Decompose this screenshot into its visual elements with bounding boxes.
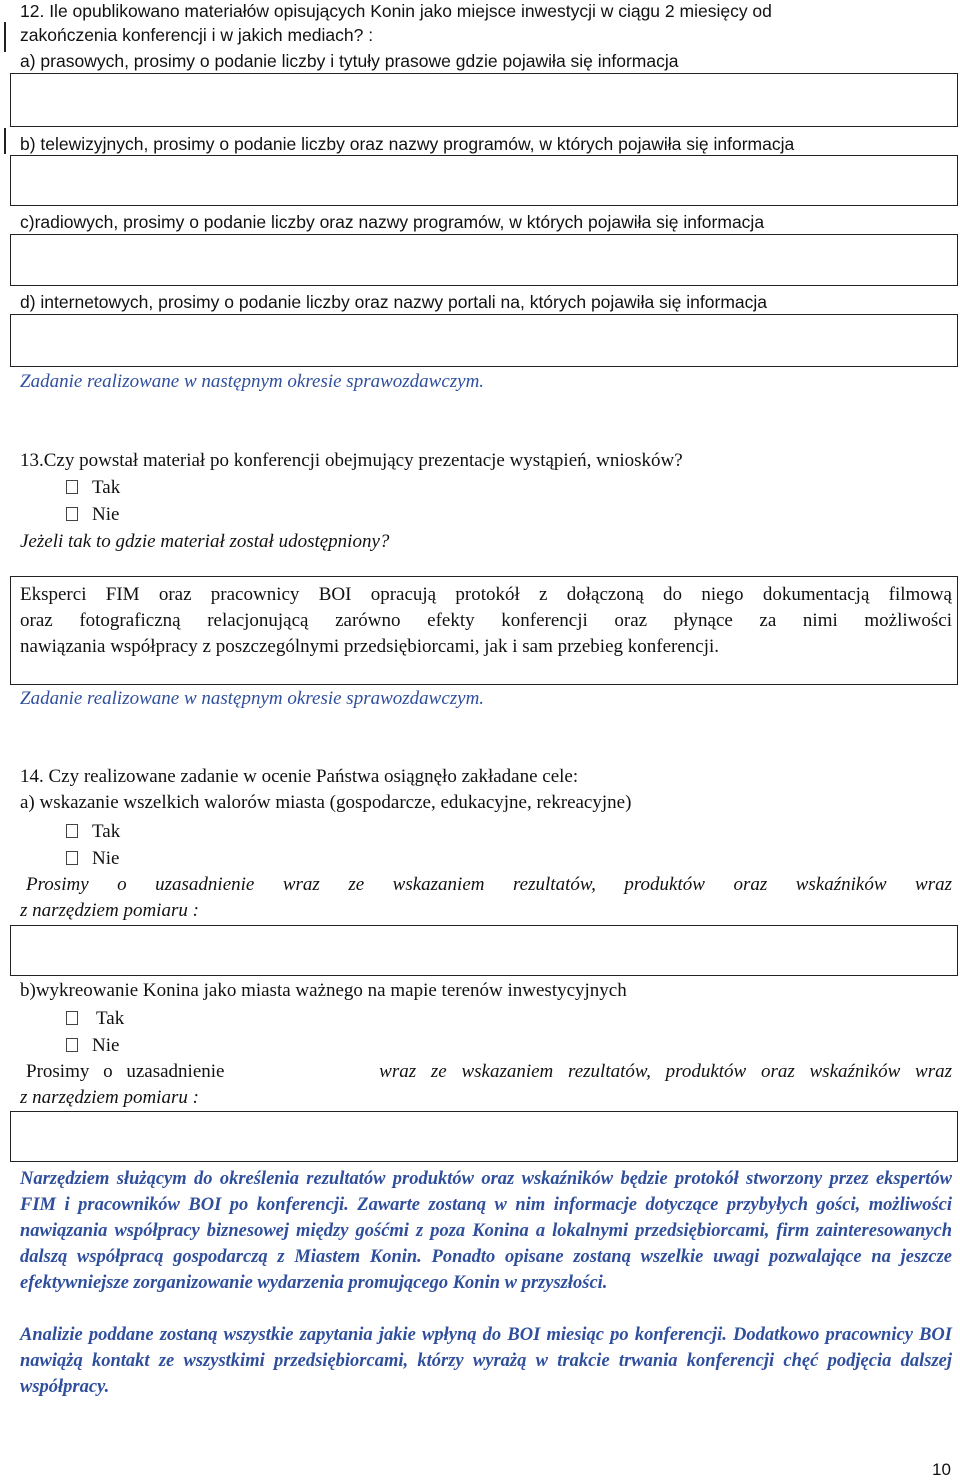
- q13-option-no[interactable]: [66, 504, 119, 526]
- q12-b-answer-box[interactable]: [10, 155, 958, 206]
- q14-a-answer-box[interactable]: [10, 925, 958, 976]
- q14-b-no-label: Nie: [92, 1035, 120, 1056]
- q12-a-label: a) prasowych, prosimy o podanie liczby i tytuły prasowe gdzie pojawiła się informacja: [20, 51, 679, 71]
- q14-b-yes-label: Tak: [96, 1008, 125, 1029]
- q14-answer-para1: Narzędziem służącym do określenia rezultatów produktów oraz wskaźników będzie protokół stworzony przez ekspertów FIM i pracowników BOI po konferencji. Zawarte zostaną w nim informacje dotyczące przybyłych gości, możliwości nawiązania współpracy biznesowej między gośćmi z poza Konina a lokalnymi przedsiębiorcami, firm zainteresowanych dalszą współpracą gospodarczą z Miastem Konin. Ponadto opisane zostaną wszelkie uwagi pozwalające na jeszcze efektywniejsze zorganizowanie wydarzenia promującego Konin w przyszłości.: [20, 1169, 952, 1293]
- q14-a-title: a) wskazanie wszelkich walorów miasta (gospodarcze, edukacyjne, rekreacyjne): [20, 792, 632, 813]
- left-border: [4, 128, 6, 154]
- left-border: [4, 22, 6, 52]
- q13-option-yes[interactable]: [66, 477, 120, 499]
- checkbox-icon[interactable]: [66, 1011, 78, 1025]
- q14-b-option-no[interactable]: [66, 1035, 119, 1057]
- q14-b-answer-box[interactable]: [10, 1111, 958, 1162]
- q12-d-label: d) internetowych, prosimy o podanie liczby oraz nazwy portali na, których pojawiła się informacja: [20, 292, 768, 312]
- q14-title: 14. Czy realizowane zadanie w ocenie Państwa osiągnęło zakładane cele:: [20, 766, 579, 787]
- q14-a-option-yes[interactable]: [66, 821, 120, 843]
- q12-title-line2: zakończenia konferencji i w jakich mediach? :: [20, 25, 374, 45]
- page-number: 10: [932, 1460, 951, 1479]
- q13-answer-line3: nawiązania współpracy z poszczególnymi przedsiębiorcami, jak i sam przebieg konferencji.: [20, 636, 720, 657]
- q14-a-yes-label: Tak: [92, 821, 121, 842]
- q13-answer-line1: Eksperci FIM oraz pracownicy BOI opracują protokół z dołączoną do niego dokumentacją filmową: [20, 584, 952, 605]
- q12-c-answer-box[interactable]: [10, 234, 958, 286]
- checkbox-icon[interactable]: [66, 851, 78, 865]
- q14-b-request-line2: z narzędziem pomiaru :: [20, 1087, 199, 1108]
- checkbox-icon[interactable]: [66, 1038, 78, 1052]
- q12-a-answer-box[interactable]: [10, 73, 958, 127]
- q13-note: Zadanie realizowane w następnym okresie sprawozdawczym.: [20, 688, 485, 709]
- q13-yes-label: Tak: [92, 477, 121, 498]
- q12-b-label: b) telewizyjnych, prosimy o podanie liczby oraz nazwy programów, w których pojawiła się informacja: [20, 134, 795, 154]
- q14-b-request-italic: wraz ze wskazaniem rezultatów, produktów oraz wskaźników wraz: [379, 1061, 952, 1082]
- q14-b-request-plain: Prosimy o uzasadnienie: [26, 1061, 225, 1082]
- q12-note: Zadanie realizowane w następnym okresie sprawozdawczym.: [20, 371, 485, 392]
- q14-b-title: b)wykreowanie Konina jako miasta ważnego na mapie terenów inwestycyjnych: [20, 980, 627, 1001]
- q12-c-label: c)radiowych, prosimy o podanie liczby oraz nazwy programów, w których pojawiła się informacja: [20, 212, 765, 232]
- checkbox-icon[interactable]: [66, 480, 78, 494]
- q14-a-request-line2: z narzędziem pomiaru :: [20, 900, 199, 921]
- q14-a-option-no[interactable]: [66, 848, 119, 870]
- q13-answer-line2: oraz fotograficzną relacjonującą zarówno efekty konferencji oraz płynące za nimi możliwości: [20, 610, 952, 631]
- q13-no-label: Nie: [92, 504, 120, 525]
- q14-b-request-line1: [26, 1061, 952, 1083]
- q14-answer-para2: Analizie poddane zostaną wszystkie zapytania jakie wpłyną do BOI miesiąc po konferencji. Dodatkowo pracownicy BOI nawiążą kontakt ze wszystkimi przedsiębiorcami, którzy wyrażą w trakcie trwania konferencji chęć podjęcia dalszej współpracy.: [20, 1325, 952, 1397]
- q12-d-answer-box[interactable]: [10, 314, 958, 367]
- q14-a-no-label: Nie: [92, 848, 120, 869]
- checkbox-icon[interactable]: [66, 824, 78, 838]
- q13-title: 13.Czy powstał materiał po konferencji obejmujący prezentacje wystąpień, wniosków?: [20, 450, 683, 471]
- q14-a-request-line1: Prosimy o uzasadnienie wraz ze wskazaniem rezultatów, produktów oraz wskaźników wraz: [26, 874, 952, 895]
- q13-where: Jeżeli tak to gdzie materiał został udostępniony?: [20, 531, 390, 552]
- checkbox-icon[interactable]: [66, 507, 78, 521]
- q12-title-line1: 12. Ile opublikowano materiałów opisujących Konin jako miejsce inwestycji w ciągu 2 miesięcy od: [20, 1, 772, 21]
- q14-b-option-yes[interactable]: [66, 1008, 124, 1030]
